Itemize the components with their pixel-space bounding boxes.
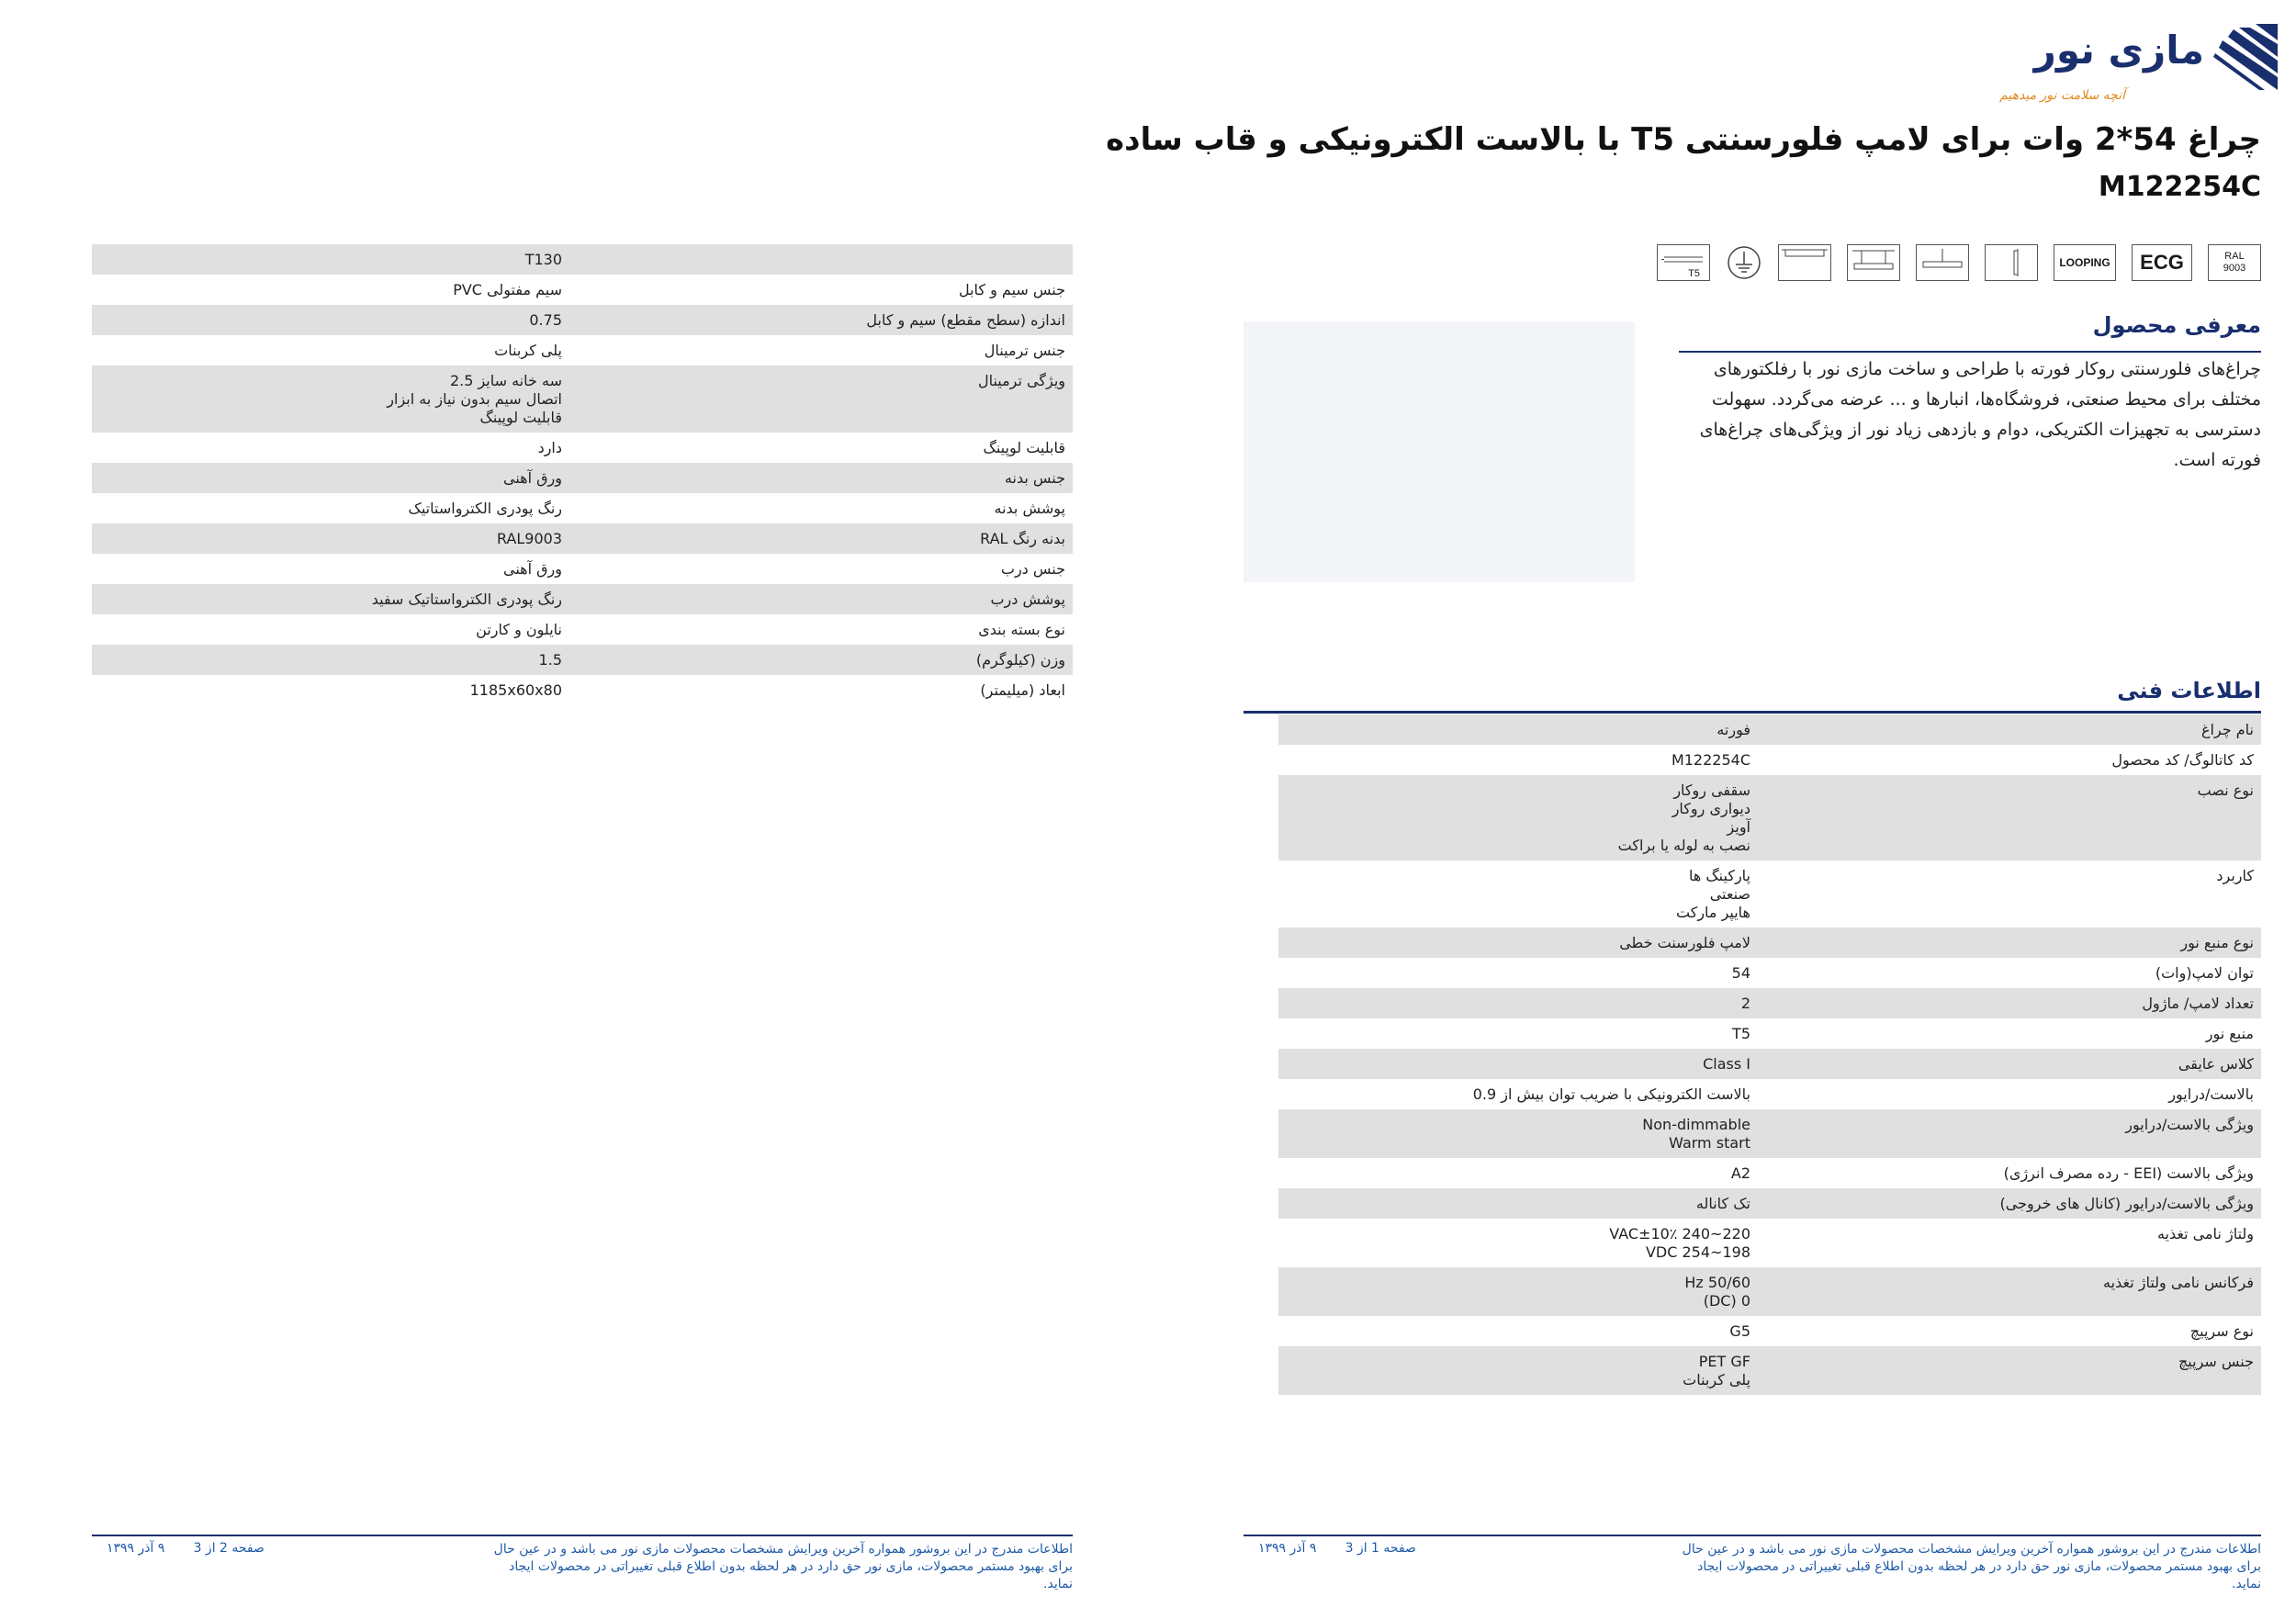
lamp-t5-label: T5 (1688, 268, 1700, 279)
spec-row (92, 554, 1073, 584)
spec-key: جنس درب (1000, 560, 1065, 578)
spec-row (92, 244, 1073, 275)
footer-page-number (107, 1541, 264, 1556)
spec-key: ابعاد (میلیمتر) (980, 681, 1065, 699)
spec-value: تک کاناله (1278, 1188, 1754, 1219)
spec-row (1278, 1267, 2261, 1316)
spec-table-page-1 (1278, 714, 2261, 1395)
ground-icon (1726, 244, 1762, 281)
spec-key: اندازه (سطح مقطع) سیم و کابل (566, 305, 1073, 335)
page-number: صفحه 2 از 3 (193, 1541, 264, 1556)
spec-value: 50/60 Hz 0 (DC) (1278, 1267, 1754, 1316)
spec-row (1278, 714, 2261, 745)
spec-row (1278, 958, 2261, 988)
lamp-t5-icon (1657, 244, 1710, 281)
spec-value: 2 (1278, 988, 1754, 1018)
spec-row (1278, 1018, 2261, 1049)
spec-value: 0.75 (92, 305, 566, 335)
spec-row (92, 493, 1073, 523)
spec-value: دارد (537, 439, 562, 456)
spec-value: T130 (92, 244, 566, 275)
spec-key: کد کاتالوگ/ کد محصول (2111, 751, 2254, 769)
spec-row (1278, 860, 2261, 928)
spec-key: کلاس عایقی (1754, 1049, 2261, 1079)
spec-value: سه خانه سایز 2.5 اتصال سیم بدون نیاز به ابزار قابلیت لوپینگ (92, 365, 566, 433)
spec-value: 1.5 (92, 645, 566, 675)
ral-icon-sub: 9003 (2223, 263, 2246, 274)
tech-divider (1244, 711, 2261, 714)
ecg-icon-label: ECG (2140, 251, 2184, 274)
spec-row (1278, 1188, 2261, 1219)
spec-key: پوشش بدنه (994, 500, 1065, 517)
looping-icon-label: LOOPING (2059, 256, 2110, 269)
page-1 (1106, 0, 2296, 1608)
spec-row (1278, 775, 2261, 860)
page-number: صفحه 1 از 3 (1345, 1541, 1416, 1556)
spec-value: PET GF پلی کربنات (1278, 1346, 1754, 1395)
spec-key: وزن (کیلوگرم) (566, 645, 1073, 675)
spec-value: پلی کربنات (494, 342, 562, 359)
spec-value: ورق آهنی (92, 463, 566, 493)
spec-key: نوع بسته بندی (978, 621, 1065, 638)
spec-key: فرکانس نامی ولتاژ تغذیه (1754, 1267, 2261, 1316)
spec-key: بالاست/درایور (2168, 1085, 2254, 1103)
footer-disclaimer: اطلاعات مندرج در این بروشور همواره آخرین ویرایش مشخصات محصولات مازی نور می باشد و در عین حال برای بهبود مستمر محصولات، مازی نور حق دارد در هر لحظه بدون اطلاع قبلی تغییراتی در محصولات ایجاد نماید. (1682, 1542, 2261, 1591)
brand-name: مازی نور (2033, 28, 2204, 73)
spec-value: نایلون و کارتن (476, 621, 562, 638)
spec-key: نوع نصب (1754, 775, 2261, 860)
spec-row (1278, 1049, 2261, 1079)
ral-icon-label: RAL (2224, 251, 2245, 262)
ral-icon (2208, 244, 2261, 281)
spec-value: RAL9003 (92, 523, 566, 554)
spec-key (566, 244, 1073, 275)
spec-row (1278, 988, 2261, 1018)
spec-value: 54 (1731, 964, 1750, 982)
spec-value: Class I (1278, 1049, 1754, 1079)
spec-row (92, 463, 1073, 493)
spec-row (92, 645, 1073, 675)
intro-heading: معرفی محصول (2092, 312, 2261, 338)
spec-value: لامپ فلورسنت خطی (1278, 928, 1754, 958)
spec-row (92, 614, 1073, 645)
spec-value: رنگ پودری الکترواستاتیک سفید (92, 584, 566, 614)
spec-key: پوشش درب (566, 584, 1073, 614)
spec-row (92, 275, 1073, 305)
product-image (1244, 321, 1635, 582)
intro-divider (1679, 351, 2261, 353)
spec-row (1278, 1346, 2261, 1395)
spec-value: سقفی روکار دیواری روکار آویز نصب به لوله یا براکت (1278, 775, 1754, 860)
spec-value: G5 (1729, 1322, 1750, 1340)
wall-mount-icon (1985, 244, 2038, 281)
spec-key: قابلیت لوپینگ (983, 439, 1065, 456)
spec-row (92, 675, 1073, 705)
footer-divider (1244, 1535, 2261, 1536)
footer-page-number (1258, 1541, 1416, 1556)
spec-value: سیم مفتولی PVC (453, 281, 562, 298)
feature-icons (1657, 244, 2261, 281)
product-title: چراغ 54*2 وات برای لامپ فلورسنتی T5 با بالاست الکترونیکی و قاب ساده (1106, 121, 2261, 158)
suspended-mount-icon (1847, 244, 1900, 281)
spec-key: جنس سرپیچ (1754, 1346, 2261, 1395)
spec-value: 1185x60x80 (469, 681, 562, 699)
tech-heading: اطلاعات فنی (2117, 678, 2261, 703)
footer-disclaimer: اطلاعات مندرج در این بروشور همواره آخرین ویرایش مشخصات محصولات مازی نور می باشد و در عین حال برای بهبود مستمر محصولات، مازی نور حق دارد در هر لحظه بدون اطلاع قبلی تغییراتی در محصولات ایجاد نماید. (493, 1542, 1073, 1591)
spec-key: ولتاژ نامی تغذیه (2156, 1225, 2254, 1243)
spec-value: Non-dimmable Warm start (1278, 1109, 1754, 1158)
spec-key: ویژگی بالاست/درایور (کانال های خروجی) (1754, 1188, 2261, 1219)
spec-key: جنس بدنه (566, 463, 1073, 493)
spec-row (1278, 1109, 2261, 1158)
spec-key: ویژگی بالاست (EEI - رده مصرف انرژی) (2003, 1164, 2254, 1182)
spec-value: A2 (1730, 1164, 1750, 1182)
pipe-mount-icon (1916, 244, 1969, 281)
brand-logo (1965, 24, 2278, 107)
intro-text: چراغ‌های فلورسنتی روکار فورته با طراحی و ساخت مازی نور با رفلکتورهای مختلف برای محیط صنعتی، فروشگاه‌ها، انبارها و ... عرضه می‌گردد. سهولت دسترسی به تجهیزات الکتریکی، دوام و بازدهی زیاد نور از ویژگی‌های چراغ‌های فورته است. (1699, 359, 2261, 470)
spec-value: فورته (1278, 714, 1754, 745)
spec-key: بدنه رنگ RAL (566, 523, 1073, 554)
spec-table-page-2 (92, 244, 1073, 705)
product-code: M122254C (2098, 171, 2261, 203)
spec-value: 220~240 VAC±10٪ 198~254 VDC (1609, 1225, 1750, 1261)
spec-key: نام چراغ (1754, 714, 2261, 745)
spec-row (1278, 745, 2261, 775)
spec-key: ویژگی بالاست/درایور (1754, 1109, 2261, 1158)
spec-row (92, 433, 1073, 463)
spec-row (1278, 1316, 2261, 1346)
spec-row (1278, 1219, 2261, 1267)
spec-row (1278, 1079, 2261, 1109)
spec-value: بالاست الکترونیکی با ضریب توان بیش از 0.9 (1472, 1085, 1750, 1103)
spec-row (92, 335, 1073, 365)
logo-mark-icon (2213, 24, 2278, 90)
spec-value: M122254C (1671, 751, 1750, 769)
spec-key: نوع سرپیچ (2189, 1322, 2254, 1340)
spec-row (1278, 928, 2261, 958)
ecg-icon (2132, 244, 2192, 281)
spec-row (1278, 1158, 2261, 1188)
spec-value: ورق آهنی (503, 560, 562, 578)
spec-value: رنگ پودری الکترواستاتیک (408, 500, 562, 517)
spec-key: جنس ترمینال (984, 342, 1065, 359)
spec-key: جنس سیم و کابل (958, 281, 1065, 298)
spec-row (92, 523, 1073, 554)
spec-row (92, 305, 1073, 335)
spec-row (92, 584, 1073, 614)
spec-row (92, 365, 1073, 433)
footer-date: ۹ آذر ۱۳۹۹ (1258, 1541, 1317, 1556)
spec-key: نوع منبع نور (1754, 928, 2261, 958)
spec-key: تعداد لامپ/ ماژول (1754, 988, 2261, 1018)
spec-key: منبع نور (2205, 1025, 2254, 1042)
spec-value: T5 (1732, 1025, 1750, 1042)
spec-key: کاربرد (2216, 867, 2254, 884)
brand-tagline: آنچه سلامت نور میدهیم (1999, 88, 2125, 103)
spec-key: توان لامپ(وات) (2155, 964, 2254, 982)
spec-key: ویژگی ترمینال (566, 365, 1073, 433)
surface-mount-icon (1778, 244, 1831, 281)
footer-divider (92, 1535, 1073, 1536)
spec-value: پارکینگ ها صنعتی هایپر مارکت (1675, 867, 1750, 921)
looping-icon (2054, 244, 2116, 281)
footer-date: ۹ آذر ۱۳۹۹ (107, 1541, 165, 1556)
